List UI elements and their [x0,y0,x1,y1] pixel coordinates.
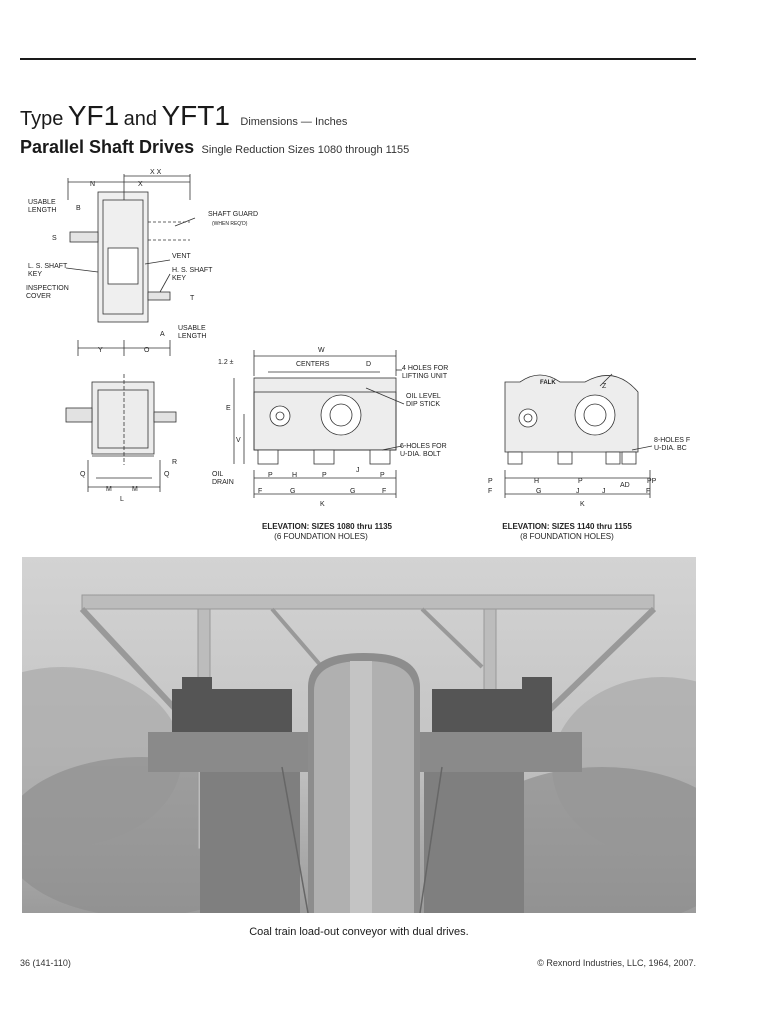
label-f2: F [382,488,387,495]
title-model-1: YF1 [67,100,120,131]
label-d: D [366,361,372,368]
label-n: N [90,181,96,188]
label-r: R [172,459,178,466]
label-shaft-guard: SHAFT GUARD [208,211,259,218]
label-holes-bolt-large: 8-HOLES F U-DIA. BC [654,437,691,452]
caption-elevation-large-sub: (8 FOUNDATION HOLES) [520,532,614,541]
dimensions-note: Dimensions — Inches [240,116,348,128]
label-z: Z [602,383,607,390]
label-f: F [258,488,263,495]
label-w: W [318,347,325,354]
label-b: B [76,205,81,212]
label-p2: P [322,472,327,479]
label-v: V [236,437,241,444]
label-g: G [290,488,296,495]
page-number: 36 (141-110) [20,958,71,968]
label-p: P [268,472,273,479]
title-type-word: Type [20,108,64,130]
top-rule [20,58,696,60]
label-oil-level: OIL LEVEL DIP STICK [406,393,441,408]
label-large-ad: AD [620,482,630,489]
label-m: M [106,486,112,493]
title-and-word: and [123,108,157,130]
label-when-reqd: (WHEN REQ'D) [212,221,248,227]
label-q: Q [80,471,86,478]
page-subtitle [20,137,409,158]
label-large-h: H [534,478,540,485]
photo-caption: Coal train load-out conveyor with dual drives. [249,926,469,938]
label-q2: Q [164,471,170,478]
label-t: T [190,295,195,302]
label-o: O [144,347,150,354]
subtitle-main: Parallel Shaft Drives [20,137,195,157]
caption-elevation-small: ELEVATION: SIZES 1080 thru 1135 [262,522,392,531]
label-l: L [120,496,124,503]
label-large-p2: P [578,478,583,485]
label-y: Y [98,347,103,354]
label-large-f2: F [646,488,651,495]
conveyor-photo [22,557,696,913]
label-large-g: G [536,488,542,495]
label-large-f: F [488,488,493,495]
label-large-p: P [488,478,493,485]
side-view-drawing [66,174,195,356]
page-title [20,100,347,132]
label-m2: M [132,486,138,493]
label-h: H [292,472,298,479]
copyright: © Rexnord Industries, LLC, 1964, 2007. [537,958,696,968]
label-hs-shaft-key: H. S. SHAFT KEY [172,267,213,282]
label-inspection-cover: INSPECTION COVER [26,285,69,300]
title-model-2: YFT1 [161,100,230,131]
label-p3: P [380,472,385,479]
caption-elevation-small-sub: (6 FOUNDATION HOLES) [274,532,368,541]
dimension-drawings [0,160,768,550]
label-oil-drain: OIL DRAIN [212,471,234,486]
label-usable-length: USABLE LENGTH [28,199,57,214]
label-large-k: K [580,501,585,508]
label-large-j2: J [602,488,606,495]
label-ls-shaft-key: L. S. SHAFT KEY [28,263,68,278]
label-brand: FALK [540,380,556,386]
label-xx: X X [150,169,162,176]
label-e: E [226,405,231,412]
label-s: S [52,235,57,242]
elevation-small-drawing [234,350,404,498]
label-holes-lifting: 4 HOLES FOR LIFTING UNIT [402,365,449,380]
label-x: X [138,181,143,188]
label-g2: G [350,488,356,495]
label-large-pp: PP [647,478,657,485]
caption-elevation-large: ELEVATION: SIZES 1140 thru 1155 [502,522,632,531]
label-k: K [320,501,325,508]
label-centers: CENTERS [296,361,330,368]
label-dim-1-2: 1.2 ± [218,359,234,366]
label-a: A [160,331,165,338]
label-holes-bolt: 6-HOLES FOR U-DIA. BOLT [400,443,447,458]
label-j: J [356,467,360,474]
label-large-j: J [576,488,580,495]
label-vent: VENT [172,253,191,260]
label-usable-length-2: USABLE LENGTH [178,325,207,340]
subtitle-note: Single Reduction Sizes 1080 through 1155 [201,144,410,156]
